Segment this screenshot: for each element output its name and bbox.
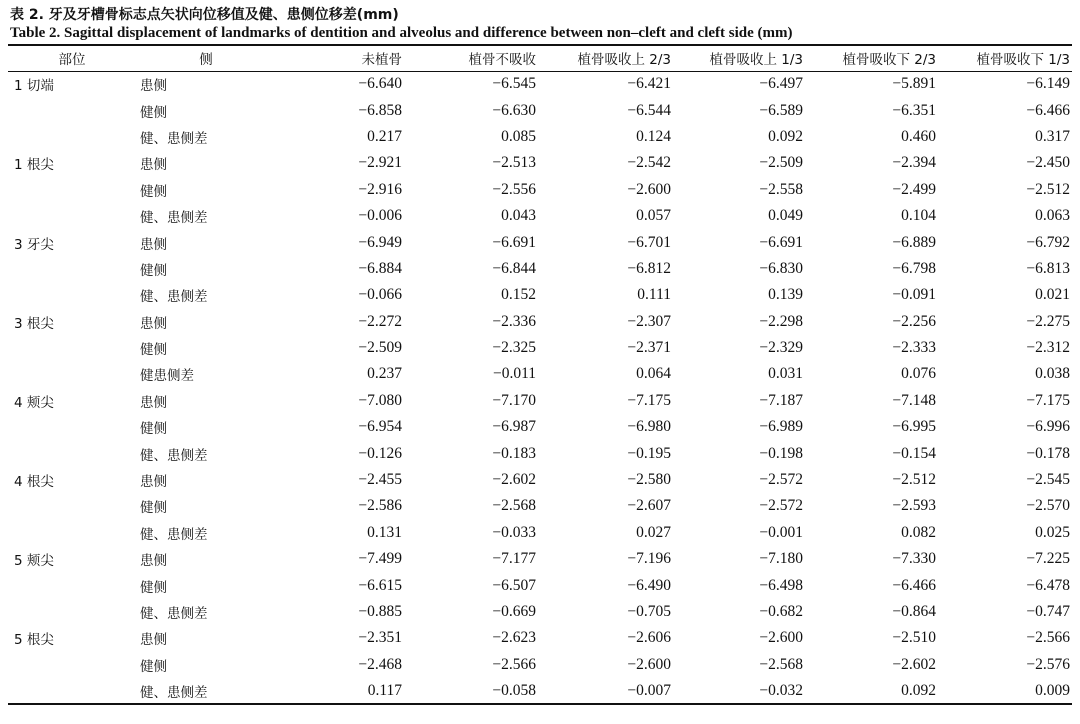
landmark-cell <box>8 282 136 308</box>
value-cell: −2.566 <box>492 655 536 673</box>
side-cell: 健患侧差 <box>140 368 194 385</box>
value-cell: −6.507 <box>492 576 536 594</box>
value-cell: −5.891 <box>892 75 936 93</box>
table-caption-cn: 表 2. 牙及牙槽骨标志点矢状向位移值及健、患侧位移差(mm) <box>10 7 399 23</box>
value-cell: −6.691 <box>492 233 536 251</box>
value-cell: −6.544 <box>627 101 671 119</box>
side-cell: 健侧 <box>140 658 167 675</box>
header-resorption-lower-1-3: 植骨吸收下 1/3 <box>938 45 1072 71</box>
table-body <box>8 71 1072 704</box>
value-cell: −2.468 <box>358 655 402 673</box>
side-cell: 健、患侧差 <box>136 678 276 704</box>
value-cell: −6.691 <box>759 233 803 251</box>
value-cell: −6.996 <box>1026 418 1070 436</box>
value-cell: −7.330 <box>892 550 936 568</box>
value-cell: 0.009 <box>938 678 1072 704</box>
table-header <box>8 45 1072 71</box>
value-cell: −6.792 <box>1026 233 1070 251</box>
value-cell: −6.478 <box>1026 576 1070 594</box>
value-cell: −7.175 <box>627 391 671 409</box>
side-cell: 患侧 <box>140 553 167 570</box>
value-cell: −2.600 <box>627 655 671 673</box>
landmark-cell: 3 牙尖 <box>14 236 54 253</box>
landmark-cell <box>8 97 136 123</box>
table-row <box>8 572 1072 598</box>
value-cell: −2.450 <box>1026 154 1070 172</box>
table-row <box>8 150 1072 176</box>
value-cell: −2.272 <box>358 312 402 330</box>
side-cell: 健侧 <box>140 579 167 596</box>
table-row <box>8 361 1072 387</box>
header-row <box>8 45 1072 71</box>
value-cell: −2.336 <box>492 312 536 330</box>
value-cell: 0.092 <box>805 678 938 704</box>
value-cell: −6.987 <box>492 418 536 436</box>
table-row <box>8 678 1072 704</box>
value-cell: −2.566 <box>1026 629 1070 647</box>
header-side: 侧 <box>136 45 276 71</box>
value-cell: −2.512 <box>892 471 936 489</box>
value-cell: −2.586 <box>358 497 402 515</box>
landmark-cell <box>8 256 136 282</box>
value-cell: −6.615 <box>358 576 402 594</box>
value-cell: −2.329 <box>759 339 803 357</box>
value-cell: −6.798 <box>892 259 936 277</box>
value-cell: 0.082 <box>901 523 936 541</box>
value-cell: −6.490 <box>627 576 671 594</box>
value-cell: −7.177 <box>492 550 536 568</box>
table-row <box>8 467 1072 493</box>
value-cell: −6.954 <box>358 418 402 436</box>
value-cell: −6.351 <box>892 101 936 119</box>
value-cell: −0.058 <box>404 678 538 704</box>
side-cell: 健侧 <box>140 262 167 279</box>
value-cell: −6.498 <box>759 576 803 594</box>
value-cell: −2.572 <box>759 497 803 515</box>
value-cell: 0.021 <box>1035 286 1070 304</box>
table-row <box>8 282 1072 308</box>
table-row <box>8 625 1072 651</box>
value-cell: −0.747 <box>1026 603 1070 620</box>
value-cell: −2.600 <box>627 180 671 198</box>
value-cell: −2.572 <box>759 471 803 489</box>
value-cell: 0.104 <box>901 207 936 225</box>
value-cell: −2.371 <box>627 339 671 357</box>
value-cell: −2.394 <box>892 154 936 172</box>
value-cell: 0.057 <box>636 207 671 225</box>
value-cell: −2.512 <box>1026 180 1070 198</box>
value-cell: −7.148 <box>892 391 936 409</box>
landmark-cell <box>8 572 136 598</box>
value-cell: 0.043 <box>501 207 536 225</box>
landmark-cell <box>8 520 136 546</box>
landmark-cell: 4 颊尖 <box>14 394 54 411</box>
side-cell: 患侧 <box>140 315 167 332</box>
value-cell: −6.812 <box>627 259 671 277</box>
value-cell: −0.126 <box>358 444 402 462</box>
side-cell: 健侧 <box>140 342 167 359</box>
side-cell: 患侧 <box>140 78 167 95</box>
table-row <box>8 652 1072 678</box>
value-cell: 0.111 <box>637 286 671 304</box>
value-cell: −0.885 <box>358 603 402 620</box>
value-cell: −2.312 <box>1026 339 1070 357</box>
value-cell: −6.421 <box>627 75 671 93</box>
value-cell: −2.568 <box>492 497 536 515</box>
value-cell: −6.889 <box>892 233 936 251</box>
value-cell: −7.175 <box>1026 391 1070 409</box>
table-caption-en: Table 2. Sagittal displacement of landmarks of dentition and alveolus and difference between non–cleft and cleft side (mm) <box>10 25 793 41</box>
value-cell: −0.154 <box>892 444 936 462</box>
value-cell: −0.091 <box>892 286 936 304</box>
header-graft-no-resorption: 植骨不吸收 <box>404 45 538 71</box>
value-cell: −0.007 <box>538 678 673 704</box>
value-cell: −7.170 <box>492 391 536 409</box>
value-cell: −7.180 <box>759 550 803 568</box>
table-row <box>8 256 1072 282</box>
value-cell: 0.217 <box>367 127 402 145</box>
value-cell: −2.570 <box>1026 497 1070 515</box>
value-cell: −2.568 <box>759 655 803 673</box>
value-cell: 0.063 <box>1035 207 1070 225</box>
value-cell: 0.139 <box>768 286 803 304</box>
value-cell: −2.325 <box>492 339 536 357</box>
value-cell: −6.497 <box>759 75 803 93</box>
value-cell: −2.921 <box>358 154 402 172</box>
landmark-cell <box>8 361 136 387</box>
side-cell: 健侧 <box>140 500 167 517</box>
value-cell: −6.545 <box>492 75 536 93</box>
value-cell: 0.317 <box>1035 127 1070 145</box>
table-row <box>8 599 1072 625</box>
value-cell: −6.949 <box>358 233 402 251</box>
table-row <box>8 177 1072 203</box>
table-row <box>8 493 1072 519</box>
landmark-cell <box>8 440 136 466</box>
side-cell: 健侧 <box>140 104 167 121</box>
side-cell: 健、患侧差 <box>140 526 208 543</box>
landmark-cell: 1 切端 <box>14 78 54 95</box>
landmark-cell: 4 根尖 <box>14 474 54 491</box>
value-cell: −2.542 <box>627 154 671 172</box>
value-cell: −7.080 <box>358 391 402 409</box>
header-no-graft: 未植骨 <box>276 45 404 71</box>
table-row <box>8 388 1072 414</box>
table-row <box>8 124 1072 150</box>
value-cell: −2.623 <box>492 629 536 647</box>
value-cell: −6.466 <box>892 576 936 594</box>
value-cell: −2.513 <box>492 154 536 172</box>
table-row <box>8 229 1072 255</box>
table-row <box>8 309 1072 335</box>
value-cell: 0.038 <box>1035 365 1070 383</box>
landmark-cell <box>8 177 136 203</box>
landmark-cell <box>8 493 136 519</box>
value-cell: −7.196 <box>627 550 671 568</box>
value-cell: −0.066 <box>358 286 402 304</box>
value-cell: 0.152 <box>501 286 536 304</box>
value-cell: −2.333 <box>892 339 936 357</box>
landmark-cell: 3 根尖 <box>14 315 54 332</box>
value-cell: 0.064 <box>636 365 671 383</box>
value-cell: −2.580 <box>627 471 671 489</box>
value-cell: −0.032 <box>673 678 805 704</box>
header-resorption-lower-2-3: 植骨吸收下 2/3 <box>805 45 938 71</box>
value-cell: −2.275 <box>1026 312 1070 330</box>
value-cell: 0.131 <box>367 523 402 541</box>
table-row <box>8 71 1072 97</box>
value-cell: −6.884 <box>358 259 402 277</box>
header-resorption-upper-1-3: 植骨吸收上 1/3 <box>673 45 805 71</box>
landmark-cell <box>8 335 136 361</box>
value-cell: −2.298 <box>759 312 803 330</box>
value-cell: 0.117 <box>276 678 404 704</box>
table-row <box>8 335 1072 361</box>
header-resorption-upper-2-3: 植骨吸收上 2/3 <box>538 45 673 71</box>
landmark-cell <box>8 678 136 704</box>
value-cell: −2.256 <box>892 312 936 330</box>
value-cell: −0.011 <box>492 365 536 383</box>
landmark-cell <box>8 203 136 229</box>
landmark-cell: 5 根尖 <box>14 632 54 649</box>
value-cell: −0.198 <box>759 444 803 462</box>
value-cell: −2.307 <box>627 312 671 330</box>
side-cell: 健侧 <box>140 421 167 438</box>
displacement-table <box>8 44 1072 705</box>
landmark-cell <box>8 599 136 625</box>
value-cell: 0.027 <box>636 523 671 541</box>
table-row <box>8 203 1072 229</box>
side-cell: 健、患侧差 <box>140 447 208 464</box>
value-cell: 0.049 <box>768 207 803 225</box>
value-cell: 0.076 <box>901 365 936 383</box>
value-cell: 0.124 <box>636 127 671 145</box>
value-cell: −0.178 <box>1026 444 1070 462</box>
value-cell: −6.589 <box>759 101 803 119</box>
landmark-cell: 1 根尖 <box>14 157 54 174</box>
value-cell: −6.989 <box>759 418 803 436</box>
value-cell: −7.499 <box>358 550 402 568</box>
side-cell: 患侧 <box>140 236 167 253</box>
value-cell: −2.509 <box>759 154 803 172</box>
value-cell: −2.510 <box>892 629 936 647</box>
value-cell: −2.916 <box>358 180 402 198</box>
table-row <box>8 520 1072 546</box>
landmark-cell: 5 颊尖 <box>14 553 54 570</box>
value-cell: −6.630 <box>492 101 536 119</box>
value-cell: −2.607 <box>627 497 671 515</box>
value-cell: −6.980 <box>627 418 671 436</box>
value-cell: 0.085 <box>501 127 536 145</box>
side-cell: 健、患侧差 <box>140 606 208 622</box>
side-cell: 患侧 <box>140 157 167 174</box>
value-cell: 0.025 <box>1035 523 1070 541</box>
value-cell: −2.545 <box>1026 471 1070 489</box>
value-cell: −6.844 <box>492 259 536 277</box>
value-cell: −2.455 <box>358 471 402 489</box>
value-cell: −0.669 <box>492 603 536 620</box>
value-cell: −6.701 <box>627 233 671 251</box>
landmark-cell <box>8 414 136 440</box>
value-cell: −2.558 <box>759 180 803 198</box>
side-cell: 健、患侧差 <box>140 210 208 227</box>
side-cell: 患侧 <box>140 632 167 649</box>
table-row <box>8 546 1072 572</box>
side-cell: 健、患侧差 <box>140 289 208 306</box>
value-cell: −2.509 <box>358 339 402 357</box>
side-cell: 健侧 <box>140 183 167 200</box>
value-cell: −7.187 <box>759 391 803 409</box>
table-row <box>8 440 1072 466</box>
side-cell: 患侧 <box>140 394 167 411</box>
value-cell: −0.001 <box>759 523 803 541</box>
value-cell: −0.705 <box>627 603 671 620</box>
value-cell: −2.600 <box>759 629 803 647</box>
value-cell: −6.995 <box>892 418 936 436</box>
side-cell: 健、患侧差 <box>140 130 208 147</box>
value-cell: −6.813 <box>1026 259 1070 277</box>
value-cell: −2.499 <box>892 180 936 198</box>
value-cell: −2.576 <box>1026 655 1070 673</box>
landmark-cell <box>8 124 136 150</box>
value-cell: −0.183 <box>492 444 536 462</box>
value-cell: −2.602 <box>892 655 936 673</box>
value-cell: −0.195 <box>627 444 671 462</box>
value-cell: 0.237 <box>367 365 402 383</box>
landmark-cell <box>8 652 136 678</box>
value-cell: −6.149 <box>1026 75 1070 93</box>
value-cell: −0.006 <box>358 207 402 225</box>
value-cell: 0.460 <box>901 127 936 145</box>
value-cell: −2.602 <box>492 471 536 489</box>
side-cell: 患侧 <box>140 474 167 491</box>
value-cell: −0.864 <box>892 603 936 620</box>
value-cell: −6.830 <box>759 259 803 277</box>
value-cell: −6.640 <box>358 75 402 93</box>
value-cell: −2.556 <box>492 180 536 198</box>
value-cell: −6.858 <box>358 101 402 119</box>
value-cell: −2.606 <box>627 629 671 647</box>
header-part: 部位 <box>8 45 136 71</box>
table-row <box>8 414 1072 440</box>
table-row <box>8 97 1072 123</box>
value-cell: −2.351 <box>358 629 402 647</box>
value-cell: −6.466 <box>1026 101 1070 119</box>
value-cell: −0.682 <box>759 603 803 620</box>
value-cell: −2.593 <box>892 497 936 515</box>
value-cell: 0.031 <box>768 365 803 383</box>
value-cell: 0.092 <box>768 127 803 145</box>
value-cell: −7.225 <box>1026 550 1070 568</box>
value-cell: −0.033 <box>492 523 536 541</box>
